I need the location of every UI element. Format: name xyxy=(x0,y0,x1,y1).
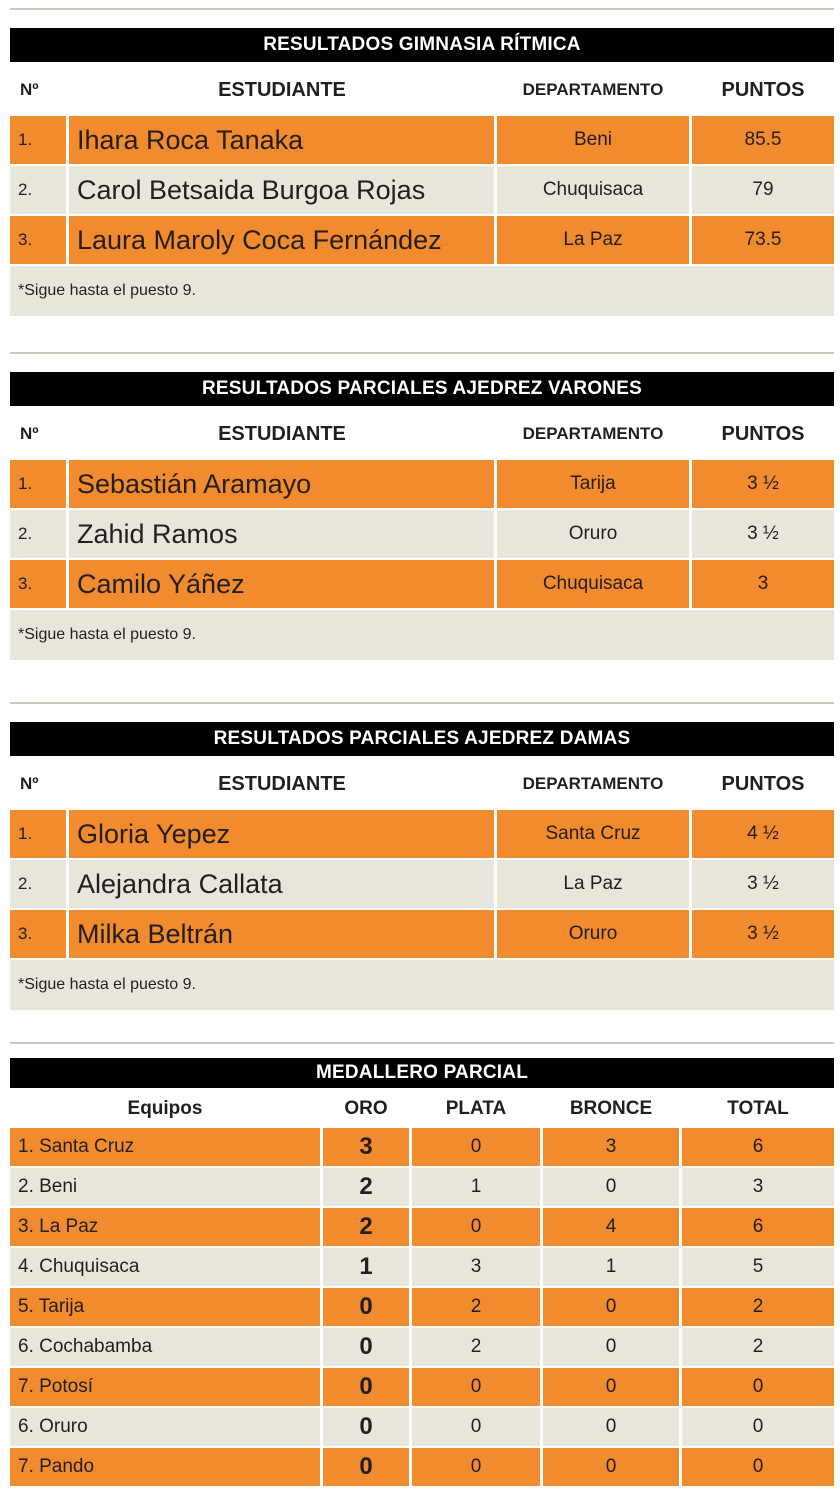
rank-cell: 1. xyxy=(10,810,66,858)
total-cell: 0 xyxy=(682,1368,834,1406)
header-total: TOTAL xyxy=(727,1098,789,1119)
table-row xyxy=(10,460,834,508)
points-cell: 3 xyxy=(692,560,834,608)
bronze-cell: 1 xyxy=(543,1248,679,1286)
rank-cell: 2. xyxy=(10,166,66,214)
team-cell: 6. Cochabamba xyxy=(10,1328,320,1366)
team-cell: 5. Tarija xyxy=(10,1288,320,1326)
section-divider xyxy=(10,702,834,704)
header-points: PUNTOS xyxy=(721,79,805,101)
department-cell: La Paz xyxy=(497,860,689,908)
team-cell: 1. Santa Cruz xyxy=(10,1128,320,1166)
total-cell: 6 xyxy=(682,1208,834,1246)
silver-cell: 0 xyxy=(412,1408,540,1446)
student-cell: Sebastián Aramayo xyxy=(69,460,494,508)
medal-row xyxy=(10,1168,834,1206)
student-cell: Ihara Roca Tanaka xyxy=(69,116,494,164)
team-cell: 4. Chuquisaca xyxy=(10,1248,320,1286)
bronze-cell: 0 xyxy=(543,1368,679,1406)
student-cell: Carol Betsaida Burgoa Rojas xyxy=(69,166,494,214)
medal-row xyxy=(10,1248,834,1286)
header-department: DEPARTAMENTO xyxy=(522,424,664,443)
silver-cell: 2 xyxy=(412,1328,540,1366)
table-row xyxy=(10,510,834,558)
bronze-cell: 0 xyxy=(543,1448,679,1486)
total-cell: 0 xyxy=(682,1408,834,1446)
medal-row xyxy=(10,1208,834,1246)
department-cell: Oruro xyxy=(497,510,689,558)
section-divider xyxy=(10,352,834,354)
gold-cell: 2 xyxy=(323,1208,409,1246)
rank-cell: 1. xyxy=(10,460,66,508)
total-cell: 2 xyxy=(682,1328,834,1366)
table-title: RESULTADOS PARCIALES AJEDREZ DAMAS xyxy=(10,722,834,756)
silver-cell: 3 xyxy=(412,1248,540,1286)
medal-row xyxy=(10,1408,834,1446)
student-cell: Camilo Yáñez xyxy=(69,560,494,608)
gold-cell: 0 xyxy=(323,1368,409,1406)
team-cell: 2. Beni xyxy=(10,1168,320,1206)
points-cell: 73.5 xyxy=(692,216,834,264)
points-cell: 3 ½ xyxy=(692,910,834,958)
header-points: PUNTOS xyxy=(721,773,805,795)
rank-cell: 2. xyxy=(10,510,66,558)
table-row xyxy=(10,560,834,608)
points-cell: 85.5 xyxy=(692,116,834,164)
student-cell: Gloria Yepez xyxy=(69,810,494,858)
department-cell: Santa Cruz xyxy=(497,810,689,858)
gold-cell: 1 xyxy=(323,1248,409,1286)
header-number: Nº xyxy=(20,774,39,793)
silver-cell: 0 xyxy=(412,1448,540,1486)
rank-cell: 3. xyxy=(10,560,66,608)
silver-cell: 2 xyxy=(412,1288,540,1326)
team-cell: 7. Pando xyxy=(10,1448,320,1486)
table-row xyxy=(10,216,834,264)
gold-cell: 2 xyxy=(323,1168,409,1206)
points-cell: 79 xyxy=(692,166,834,214)
student-cell: Alejandra Callata xyxy=(69,860,494,908)
table-title: RESULTADOS GIMNASIA RÍTMICA xyxy=(10,28,834,62)
bronze-cell: 4 xyxy=(543,1208,679,1246)
table-row xyxy=(10,116,834,164)
bronze-cell: 3 xyxy=(543,1128,679,1166)
header-bronze: BRONCE xyxy=(569,1098,653,1119)
total-cell: 0 xyxy=(682,1448,834,1486)
gold-cell: 0 xyxy=(323,1408,409,1446)
table-row xyxy=(10,810,834,858)
student-cell: Milka Beltrán xyxy=(69,910,494,958)
table-footnote: *Sigue hasta el puesto 9. xyxy=(10,610,834,660)
header-department: DEPARTAMENTO xyxy=(522,774,664,793)
table-footnote: *Sigue hasta el puesto 9. xyxy=(10,960,834,1010)
table-row xyxy=(10,910,834,958)
header-number: Nº xyxy=(20,80,39,99)
header-student: ESTUDIANTE xyxy=(218,773,346,795)
table-row xyxy=(10,166,834,214)
header-number: Nº xyxy=(20,424,39,443)
total-cell: 5 xyxy=(682,1248,834,1286)
department-cell: Chuquisaca xyxy=(497,560,689,608)
medal-header-row xyxy=(10,1092,834,1126)
header-student: ESTUDIANTE xyxy=(218,423,346,445)
section-divider xyxy=(10,8,834,10)
gold-cell: 0 xyxy=(323,1328,409,1366)
points-cell: 3 ½ xyxy=(692,860,834,908)
department-cell: La Paz xyxy=(497,216,689,264)
section-divider xyxy=(10,1042,834,1044)
bronze-cell: 0 xyxy=(543,1328,679,1366)
medal-row xyxy=(10,1328,834,1366)
header-silver: PLATA xyxy=(445,1098,507,1119)
points-cell: 3 ½ xyxy=(692,510,834,558)
student-cell: Zahid Ramos xyxy=(69,510,494,558)
total-cell: 2 xyxy=(682,1288,834,1326)
team-cell: 3. La Paz xyxy=(10,1208,320,1246)
header-team: Equipos xyxy=(127,1098,203,1119)
bronze-cell: 0 xyxy=(543,1168,679,1206)
total-cell: 6 xyxy=(682,1128,834,1166)
gold-cell: 0 xyxy=(323,1288,409,1326)
gold-cell: 3 xyxy=(323,1128,409,1166)
header-points: PUNTOS xyxy=(721,423,805,445)
medal-row xyxy=(10,1368,834,1406)
medal-row xyxy=(10,1288,834,1326)
student-cell: Laura Maroly Coca Fernández xyxy=(69,216,494,264)
team-cell: 7. Potosí xyxy=(10,1368,320,1406)
header-student: ESTUDIANTE xyxy=(218,79,346,101)
silver-cell: 1 xyxy=(412,1168,540,1206)
rank-cell: 3. xyxy=(10,910,66,958)
silver-cell: 0 xyxy=(412,1128,540,1166)
medal-row xyxy=(10,1448,834,1486)
department-cell: Beni xyxy=(497,116,689,164)
table-header-row xyxy=(10,760,834,808)
header-department: DEPARTAMENTO xyxy=(522,80,664,99)
department-cell: Tarija xyxy=(497,460,689,508)
bronze-cell: 0 xyxy=(543,1408,679,1446)
team-cell: 6. Oruro xyxy=(10,1408,320,1446)
table-header-row xyxy=(10,66,834,114)
rank-cell: 2. xyxy=(10,860,66,908)
table-header-row xyxy=(10,410,834,458)
gold-cell: 0 xyxy=(323,1448,409,1486)
header-gold: ORO xyxy=(344,1098,388,1119)
department-cell: Chuquisaca xyxy=(497,166,689,214)
points-cell: 4 ½ xyxy=(692,810,834,858)
bronze-cell: 0 xyxy=(543,1288,679,1326)
silver-cell: 0 xyxy=(412,1368,540,1406)
rank-cell: 1. xyxy=(10,116,66,164)
points-cell: 3 ½ xyxy=(692,460,834,508)
table-footnote: *Sigue hasta el puesto 9. xyxy=(10,266,834,316)
rank-cell: 3. xyxy=(10,216,66,264)
table-row xyxy=(10,860,834,908)
table-title: MEDALLERO PARCIAL xyxy=(10,1058,834,1088)
silver-cell: 0 xyxy=(412,1208,540,1246)
total-cell: 3 xyxy=(682,1168,834,1206)
table-title: RESULTADOS PARCIALES AJEDREZ VARONES xyxy=(10,372,834,406)
medal-row xyxy=(10,1128,834,1166)
department-cell: Oruro xyxy=(497,910,689,958)
